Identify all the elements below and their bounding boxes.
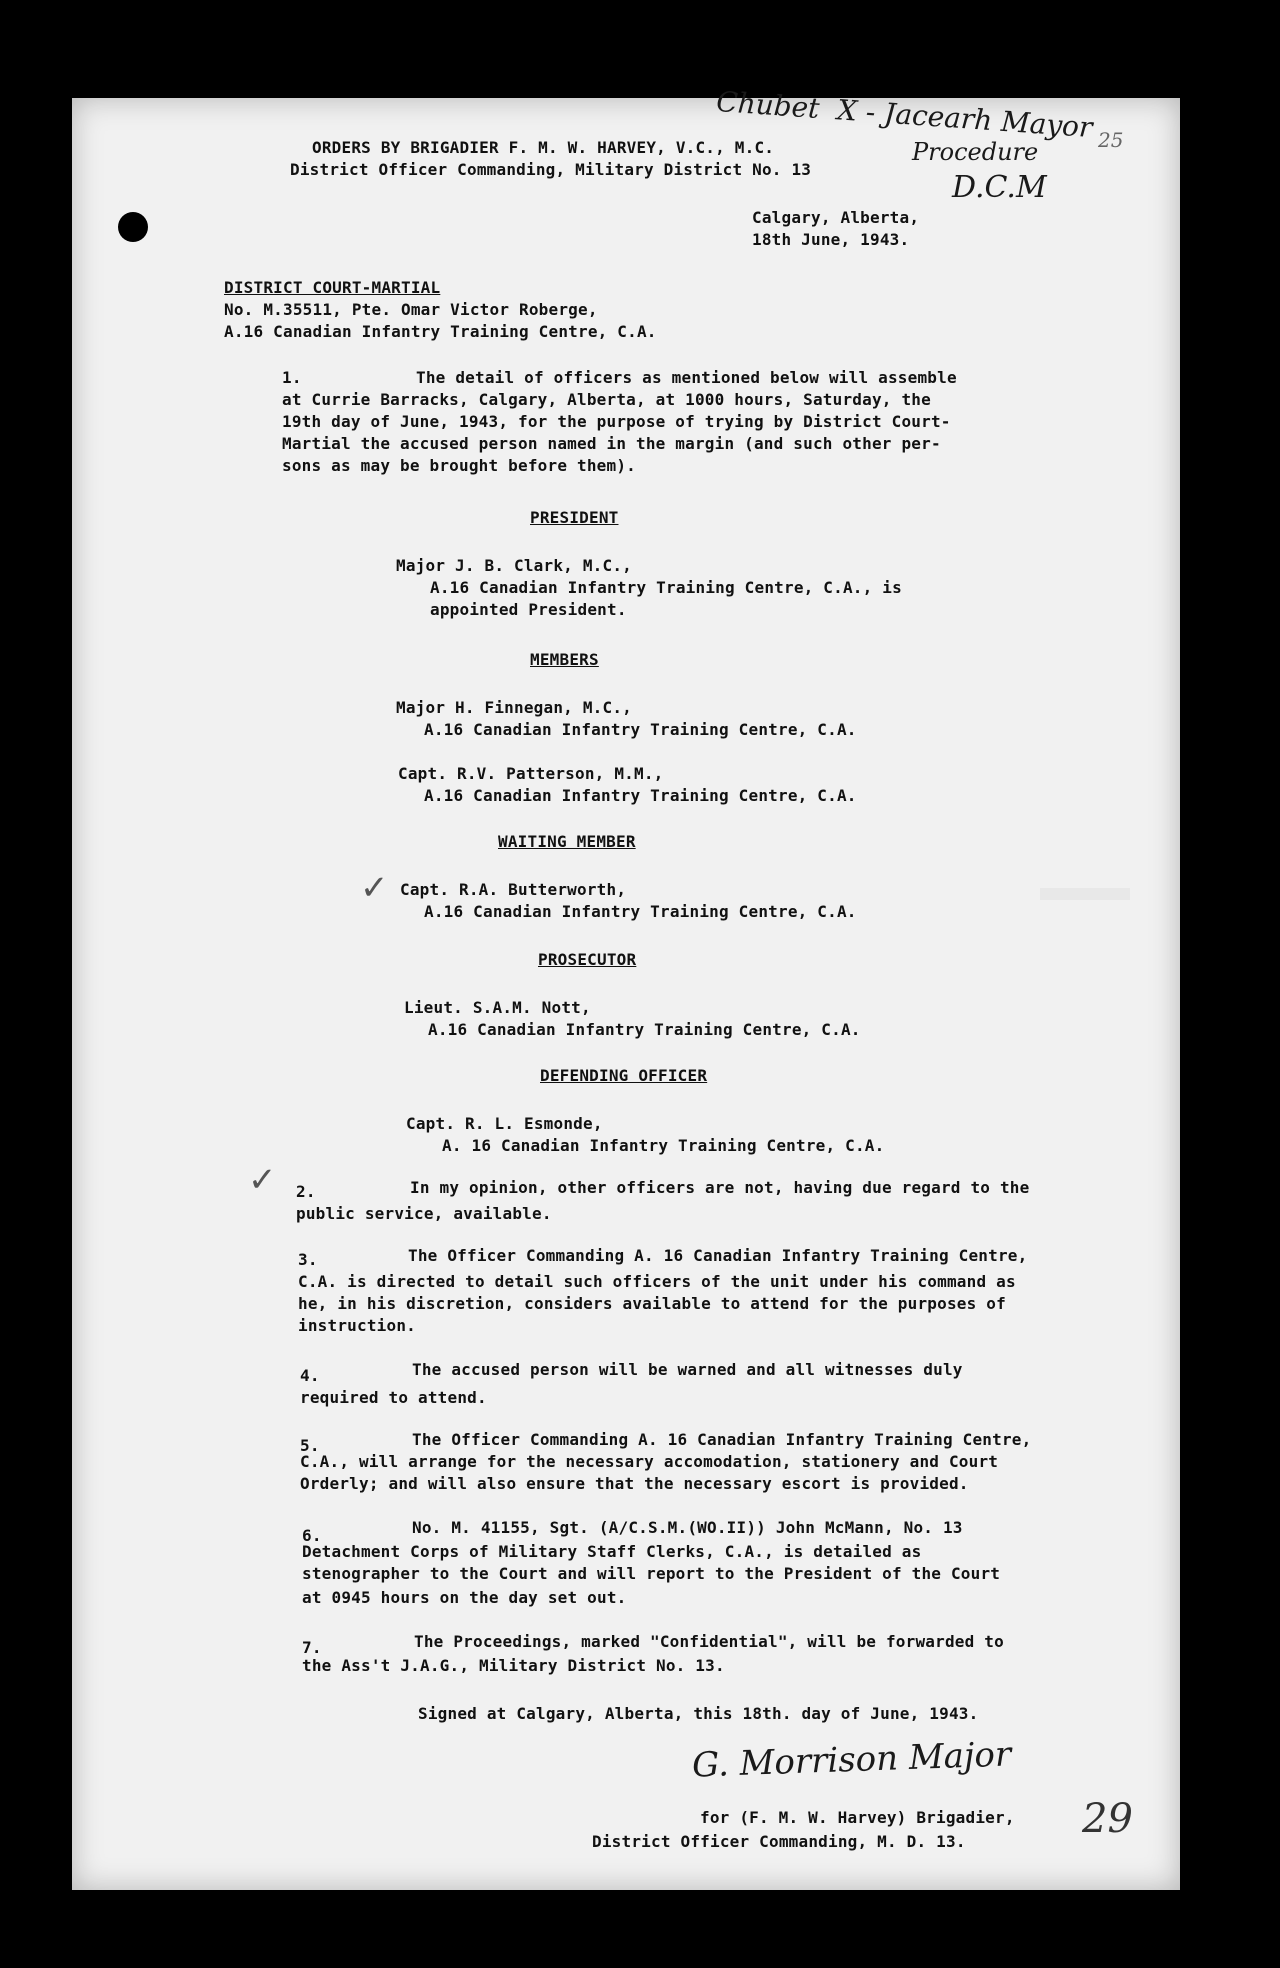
- president-heading: PRESIDENT: [530, 508, 619, 527]
- para1-line: Martial the accused person named in the margin (and such other per-: [282, 434, 941, 453]
- member-unit: A.16 Canadian Infantry Training Centre, C.A.: [424, 786, 857, 805]
- margin-marker: [1040, 888, 1130, 900]
- handwritten-folio-number: 29: [1082, 1796, 1133, 1842]
- signature-block-line: for (F. M. W. Harvey) Brigadier,: [700, 1808, 1015, 1827]
- para1-number: 1.: [282, 368, 302, 387]
- para6-number: 6.: [302, 1526, 322, 1545]
- handwritten-note-procedure: Procedure: [912, 138, 1039, 166]
- president-unit: A.16 Canadian Infantry Training Centre, C.A., is: [430, 578, 902, 597]
- handwritten-signature: G. Morrison Major: [691, 1734, 1012, 1786]
- accused-unit-line: A.16 Canadian Infantry Training Centre, C.A.: [224, 322, 657, 341]
- para3-line: instruction.: [298, 1316, 416, 1335]
- defending-officer-unit: A. 16 Canadian Infantry Training Centre, C.A.: [442, 1136, 885, 1155]
- para3-line: C.A. is directed to detail such officers of the unit under his command as: [298, 1272, 1016, 1291]
- defending-officer-name: Capt. R. L. Esmonde,: [406, 1114, 603, 1133]
- para6-line: at 0945 hours on the day set out.: [302, 1588, 627, 1607]
- handwritten-note-dcm: D.C.M: [952, 170, 1047, 205]
- member-name: Capt. R.V. Patterson, M.M.,: [398, 764, 664, 783]
- punch-hole: [118, 212, 148, 242]
- waiting-member-unit: A.16 Canadian Infantry Training Centre, C.A.: [424, 902, 857, 921]
- place-line: Calgary, Alberta,: [752, 208, 920, 227]
- district-officer-heading: District Officer Commanding, Military District No. 13: [290, 160, 812, 179]
- para3-line: The Officer Commanding A. 16 Canadian Infantry Training Centre,: [408, 1246, 1028, 1265]
- signature-block-line: District Officer Commanding, M. D. 13.: [592, 1832, 966, 1851]
- handwritten-note-top: Chubet X - Jacearh Mayor: [715, 84, 1094, 145]
- para4-line: required to attend.: [300, 1388, 487, 1407]
- prosecutor-heading: PROSECUTOR: [538, 950, 637, 969]
- para4-line: The accused person will be warned and all witnesses duly: [412, 1360, 963, 1379]
- para5-number: 5.: [300, 1436, 320, 1455]
- para2-line: In my opinion, other officers are not, having due regard to the: [410, 1178, 1030, 1197]
- president-name: Major J. B. Clark, M.C.,: [396, 556, 632, 575]
- prosecutor-unit: A.16 Canadian Infantry Training Centre, C.A.: [428, 1020, 861, 1039]
- para5-line: The Officer Commanding A. 16 Canadian Infantry Training Centre,: [412, 1430, 1032, 1449]
- document-page: [72, 98, 1180, 1890]
- accused-line: No. M.35511, Pte. Omar Victor Roberge,: [224, 300, 598, 319]
- date-line: 18th June, 1943.: [752, 230, 910, 249]
- prosecutor-name: Lieut. S.A.M. Nott,: [404, 998, 591, 1017]
- para1-line: sons as may be brought before them).: [282, 456, 636, 475]
- para3-number: 3.: [298, 1250, 318, 1269]
- para1-line: at Currie Barracks, Calgary, Alberta, at 1000 hours, Saturday, the: [282, 390, 931, 409]
- para5-line: Orderly; and will also ensure that the necessary escort is provided.: [300, 1474, 969, 1493]
- waiting-member-heading: WAITING MEMBER: [498, 832, 636, 851]
- members-heading: MEMBERS: [530, 650, 599, 669]
- para6-line: No. M. 41155, Sgt. (A/C.S.M.(WO.II)) John McMann, No. 13: [412, 1518, 963, 1537]
- para7-number: 7.: [302, 1638, 322, 1657]
- para1-line: The detail of officers as mentioned below will assemble: [416, 368, 957, 387]
- handwritten-page-number: 25: [1098, 128, 1124, 152]
- signed-at-line: Signed at Calgary, Alberta, this 18th. day of June, 1943.: [418, 1704, 979, 1723]
- para2-line: public service, available.: [296, 1204, 552, 1223]
- para3-line: he, in his discretion, considers available to attend for the purposes of: [298, 1294, 1006, 1313]
- para6-line: Detachment Corps of Military Staff Clerks, C.A., is detailed as: [302, 1542, 922, 1561]
- president-appointed: appointed President.: [430, 600, 627, 619]
- para4-number: 4.: [300, 1366, 320, 1385]
- defending-officer-heading: DEFENDING OFFICER: [540, 1066, 708, 1085]
- para6-line: stenographer to the Court and will report to the President of the Court: [302, 1564, 1001, 1583]
- check-mark: ✓: [248, 1160, 277, 1200]
- para7-line: The Proceedings, marked "Confidential", will be forwarded to: [414, 1632, 1004, 1651]
- para7-line: the Ass't J.A.G., Military District No. 13.: [302, 1656, 725, 1675]
- subject-title: DISTRICT COURT-MARTIAL: [224, 278, 441, 297]
- para1-line: 19th day of June, 1943, for the purpose of trying by District Court-: [282, 412, 951, 431]
- para2-number: 2.: [296, 1182, 316, 1201]
- orders-heading: ORDERS BY BRIGADIER F. M. W. HARVEY, V.C., M.C.: [312, 138, 775, 157]
- member-name: Major H. Finnegan, M.C.,: [396, 698, 632, 717]
- waiting-member-name: Capt. R.A. Butterworth,: [400, 880, 627, 899]
- member-unit: A.16 Canadian Infantry Training Centre, C.A.: [424, 720, 857, 739]
- para5-line: C.A., will arrange for the necessary accomodation, stationery and Court: [300, 1452, 999, 1471]
- check-mark: ✓: [360, 868, 389, 908]
